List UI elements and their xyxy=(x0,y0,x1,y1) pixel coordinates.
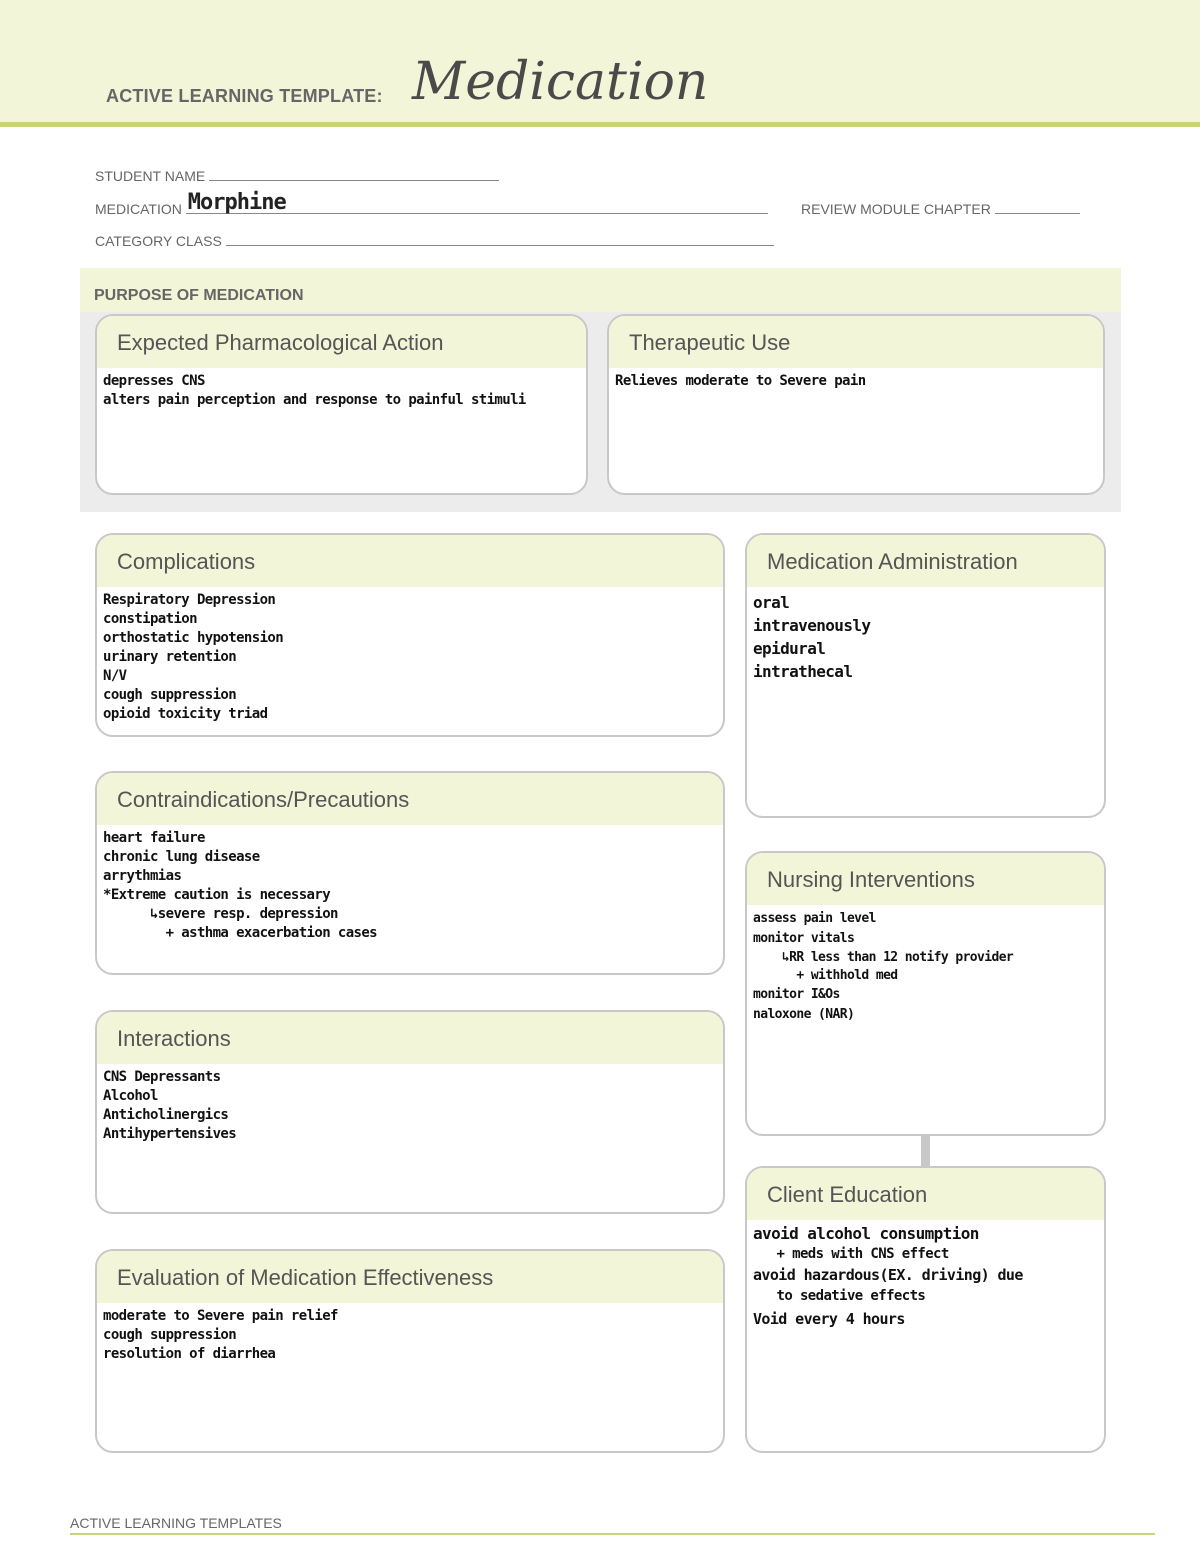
box-line: *Extreme caution is necessary xyxy=(103,887,331,903)
box-line: avoid hazardous(EX. driving) due xyxy=(753,1266,1023,1284)
box-line: monitor vitals xyxy=(753,931,855,946)
box-line: + meds with CNS effect xyxy=(753,1246,949,1262)
box-title: Complications xyxy=(97,535,723,587)
box-line: assess pain level xyxy=(753,911,876,926)
box-body[interactable] xyxy=(609,368,1103,395)
box-line: Anticholinergics xyxy=(103,1107,229,1123)
medication-value: Morphine xyxy=(187,190,286,215)
evaluation-box xyxy=(95,1249,725,1453)
box-body[interactable] xyxy=(747,587,1104,687)
box-title: Nursing Interventions xyxy=(747,853,1104,905)
box-line: Relieves moderate to Severe pain xyxy=(615,373,866,389)
client-education-box xyxy=(745,1166,1106,1453)
footer-text: ACTIVE LEARNING TEMPLATES xyxy=(70,1515,282,1531)
box-line: heart failure xyxy=(103,830,205,846)
complications-box xyxy=(95,533,725,737)
footer-rule xyxy=(70,1533,1155,1535)
student-name-input[interactable] xyxy=(209,166,499,181)
box-line: alters pain perception and response to painful stimuli xyxy=(103,392,526,408)
box-line: cough suppression xyxy=(103,1327,237,1343)
box-line: chronic lung disease xyxy=(103,849,260,865)
box-line: ↳RR less than 12 notify provider xyxy=(753,950,1014,965)
box-title: Interactions xyxy=(97,1012,723,1064)
box-line: urinary retention xyxy=(103,649,237,665)
box-line: to sedative effects xyxy=(753,1288,926,1304)
box-body[interactable] xyxy=(97,825,723,947)
box-line: + asthma exacerbation cases xyxy=(103,925,378,941)
box-line: Respiratory Depression xyxy=(103,592,276,608)
box-line: arrythmias xyxy=(103,868,182,884)
box-line: Void every 4 hours xyxy=(753,1310,905,1328)
box-line: CNS Depressants xyxy=(103,1069,221,1085)
box-line: ↳severe resp. depression xyxy=(103,906,338,922)
medication-label: MEDICATION xyxy=(95,201,182,217)
box-line: monitor I&Os xyxy=(753,987,840,1002)
box-line: cough suppression xyxy=(103,687,237,703)
interactions-box xyxy=(95,1010,725,1214)
template-title: Medication xyxy=(412,52,709,112)
connector-bar xyxy=(921,1134,930,1166)
box-title: Expected Pharmacological Action xyxy=(97,316,586,368)
header-rule xyxy=(0,122,1200,127)
medication-administration-box xyxy=(745,533,1106,818)
box-line: intrathecal xyxy=(753,662,853,681)
box-line: epidural xyxy=(753,639,826,658)
contraindications-box xyxy=(95,771,725,975)
review-module-label: REVIEW MODULE CHAPTER xyxy=(801,201,991,217)
medication-input[interactable] xyxy=(186,190,768,215)
box-line: naloxone (NAR) xyxy=(753,1007,855,1022)
box-line: + withhold med xyxy=(753,968,898,983)
box-title: Medication Administration xyxy=(747,535,1104,587)
box-title: Evaluation of Medication Effectiveness xyxy=(97,1251,723,1303)
box-line: oral xyxy=(753,593,790,612)
box-line: avoid alcohol consumption xyxy=(753,1224,979,1243)
template-label: ACTIVE LEARNING TEMPLATE: xyxy=(106,86,383,106)
box-title: Therapeutic Use xyxy=(609,316,1103,368)
student-name-label: STUDENT NAME xyxy=(95,168,206,184)
student-name-field xyxy=(95,166,499,184)
box-line: depresses CNS xyxy=(103,373,205,389)
nursing-interventions-box xyxy=(745,851,1106,1136)
medication-field xyxy=(95,190,768,217)
box-line: Alcohol xyxy=(103,1088,158,1104)
box-body[interactable] xyxy=(97,587,723,728)
box-title: Client Education xyxy=(747,1168,1104,1220)
box-body[interactable] xyxy=(97,1303,723,1368)
therapeutic-use-box xyxy=(607,314,1105,495)
review-module-field xyxy=(801,199,1080,217)
box-line: moderate to Severe pain relief xyxy=(103,1308,338,1324)
box-line: N/V xyxy=(103,668,127,684)
box-body[interactable] xyxy=(97,1064,723,1148)
box-body[interactable] xyxy=(97,368,586,414)
purpose-label: PURPOSE OF MEDICATION xyxy=(94,287,304,304)
review-module-input[interactable] xyxy=(995,199,1080,214)
box-line: Antihypertensives xyxy=(103,1126,237,1142)
box-line: orthostatic hypotension xyxy=(103,630,284,646)
category-class-field xyxy=(95,231,774,249)
box-line: constipation xyxy=(103,611,197,627)
category-class-label: CATEGORY CLASS xyxy=(95,233,222,249)
box-body[interactable] xyxy=(747,1220,1104,1336)
box-line: intravenously xyxy=(753,616,871,635)
category-class-input[interactable] xyxy=(226,231,774,246)
box-line: resolution of diarrhea xyxy=(103,1346,276,1362)
box-line: opioid toxicity triad xyxy=(103,706,268,722)
box-title: Contraindications/Precautions xyxy=(97,773,723,825)
box-body[interactable] xyxy=(747,905,1104,1029)
expected-action-box xyxy=(95,314,588,495)
